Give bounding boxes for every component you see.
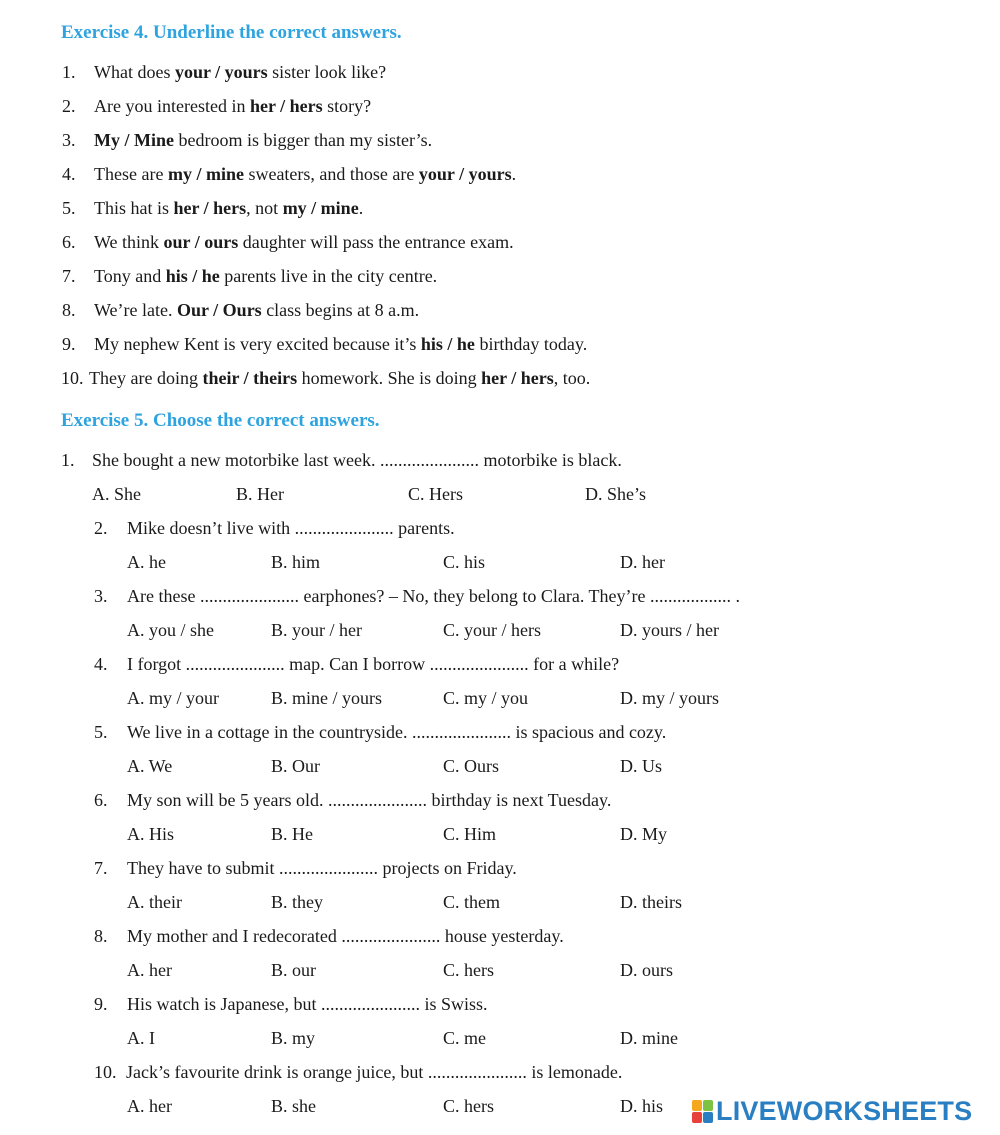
answer-choice[interactable]: her / hers xyxy=(249,96,323,116)
answer-option-b[interactable]: B. our xyxy=(271,960,316,980)
sentence-text: daughter will pass the entrance exam. xyxy=(238,232,514,252)
answer-option-c[interactable]: C. hers xyxy=(443,1096,494,1116)
sentence-text: We think xyxy=(94,232,164,252)
logo-icon xyxy=(692,1100,712,1122)
item-number: 8. xyxy=(62,300,76,320)
answer-option-b[interactable]: B. your / her xyxy=(271,620,362,640)
answer-option-a[interactable]: A. her xyxy=(127,1096,172,1116)
question-text: She bought a new motorbike last week. ...................... motorbike is black. xyxy=(92,450,622,470)
answer-option-b[interactable]: B. He xyxy=(271,824,313,844)
answer-option-b[interactable]: B. she xyxy=(271,1096,316,1116)
item-number: 3. xyxy=(62,130,76,150)
answer-choice[interactable]: your / yours xyxy=(418,164,512,184)
question-number: 5. xyxy=(94,722,108,742)
question-text: His watch is Japanese, but ...................... is Swiss. xyxy=(127,994,488,1014)
item-number: 6. xyxy=(62,232,76,252)
answer-option-a[interactable]: A. he xyxy=(127,552,166,572)
answer-option-a[interactable]: A. their xyxy=(127,892,182,912)
sentence-text: What does xyxy=(94,62,175,82)
sentence-text: sweaters, and those are xyxy=(243,164,419,184)
answer-option-c[interactable]: C. your / hers xyxy=(443,620,541,640)
answer-option-c[interactable]: C. my / you xyxy=(443,688,529,708)
sentence-text: , too. xyxy=(553,368,591,388)
question-text: I forgot ...................... map. Can I borrow ...................... for a while? xyxy=(127,654,620,674)
sentence-text: . xyxy=(358,198,364,218)
answer-option-b[interactable]: B. they xyxy=(271,892,323,912)
question-number: 10. xyxy=(94,1062,117,1082)
question-number: 4. xyxy=(94,654,108,674)
item-number: 4. xyxy=(62,164,76,184)
exercise-4-item xyxy=(62,163,516,185)
answer-choice[interactable]: My / Mine xyxy=(94,130,174,150)
sentence-text: parents live in the city centre. xyxy=(219,266,438,286)
answer-choice[interactable]: his / he xyxy=(165,266,220,286)
answer-option-b[interactable]: B. him xyxy=(271,552,321,572)
question-number: 9. xyxy=(94,994,108,1014)
sentence-text: class begins at 8 a.m. xyxy=(261,300,420,320)
exercise-5-question xyxy=(94,1061,622,1083)
answer-choice[interactable]: her / hers xyxy=(173,198,247,218)
item-number: 5. xyxy=(62,198,76,218)
exercise-5-question xyxy=(94,993,487,1015)
exercise-4-item xyxy=(62,333,587,355)
sentence-text: Are you interested in xyxy=(94,96,250,116)
item-number: 1. xyxy=(62,62,76,82)
item-number: 9. xyxy=(62,334,76,354)
sentence-text: story? xyxy=(322,96,372,116)
answer-option-a[interactable]: A. We xyxy=(127,756,173,776)
exercise-4-item xyxy=(62,61,386,83)
answer-option-d[interactable]: D. My xyxy=(620,824,668,844)
item-number: 7. xyxy=(62,266,76,286)
answer-choice[interactable]: their / theirs xyxy=(202,368,298,388)
question-text: We live in a cottage in the countryside. ...................... is spacious and cozy. xyxy=(127,722,667,742)
liveworksheets-logo xyxy=(692,1093,972,1129)
answer-option-d[interactable]: D. Us xyxy=(620,756,663,776)
sentence-text: Tony and xyxy=(94,266,166,286)
exercise-5-question xyxy=(94,517,455,539)
answer-option-d[interactable]: D. my / yours xyxy=(620,688,719,708)
question-text: My mother and I redecorated ...................... house yesterday. xyxy=(127,926,564,946)
answer-option-a[interactable]: A. her xyxy=(127,960,172,980)
answer-option-c[interactable]: C. them xyxy=(443,892,500,912)
exercise-5-question xyxy=(94,585,740,607)
question-text: Jack’s favourite drink is orange juice, but ...................... is lemonade. xyxy=(126,1062,623,1082)
answer-option-c[interactable]: C. Ours xyxy=(443,756,500,776)
answer-option-c[interactable]: C. his xyxy=(443,552,486,572)
answer-option-c[interactable]: C. Him xyxy=(443,824,497,844)
question-number: 7. xyxy=(94,858,108,878)
answer-option-a[interactable]: A. you / she xyxy=(127,620,214,640)
answer-option-a[interactable]: A. I xyxy=(127,1028,155,1048)
sentence-text: sister look like? xyxy=(267,62,387,82)
answer-choice[interactable]: my / mine xyxy=(282,198,359,218)
answer-choice[interactable]: your / yours xyxy=(174,62,268,82)
sentence-text: My nephew Kent is very excited because it’s xyxy=(94,334,421,354)
question-text: Are these ...................... earphones? – No, they belong to Clara. They’re .................. . xyxy=(127,586,741,606)
exercise-4-title: Exercise 4. Underline the correct answers. xyxy=(61,22,402,43)
exercise-4-item xyxy=(62,197,363,219)
sentence-text: , not xyxy=(246,198,283,218)
answer-option-c[interactable]: C. Hers xyxy=(408,484,463,504)
answer-option-b[interactable]: B. mine / yours xyxy=(271,688,382,708)
answer-choice[interactable]: our / ours xyxy=(163,232,239,252)
question-text: My son will be 5 years old. ...................... birthday is next Tuesday. xyxy=(127,790,612,810)
question-number: 1. xyxy=(61,450,75,470)
question-number: 3. xyxy=(94,586,108,606)
exercise-4-item xyxy=(62,231,514,253)
answer-option-d[interactable]: D. theirs xyxy=(620,892,682,912)
exercise-4-item xyxy=(62,299,419,321)
exercise-4-item xyxy=(62,129,432,151)
exercise-5-question xyxy=(94,653,619,675)
exercise-4-item xyxy=(62,95,371,117)
sentence-text: bedroom is bigger than my sister’s. xyxy=(173,130,433,150)
answer-option-c[interactable]: C. me xyxy=(443,1028,486,1048)
answer-option-d[interactable]: D. her xyxy=(620,552,665,572)
item-number: 2. xyxy=(62,96,76,116)
exercise-5-question xyxy=(61,449,622,471)
answer-option-a[interactable]: A. She xyxy=(92,484,141,504)
sentence-text: . xyxy=(511,164,517,184)
question-number: 2. xyxy=(94,518,108,538)
sentence-text: These are xyxy=(94,164,168,184)
exercise-5-question xyxy=(94,789,611,811)
exercise-4-item xyxy=(62,265,437,287)
answer-choice[interactable]: her / hers xyxy=(481,368,554,388)
answer-option-d[interactable]: D. She’s xyxy=(585,484,647,504)
question-number: 6. xyxy=(94,790,108,810)
answer-option-d[interactable]: D. ours xyxy=(620,960,673,980)
exercise-5-question xyxy=(94,721,666,743)
item-number: 10. xyxy=(61,368,84,388)
answer-option-d[interactable]: D. yours / her xyxy=(620,620,719,640)
exercise-5-question xyxy=(94,857,517,879)
answer-choice[interactable]: my / mine xyxy=(167,164,244,184)
logo-text: LIVEWORKSHEETS xyxy=(716,1095,973,1126)
question-text: Mike doesn’t live with ...................... parents. xyxy=(127,518,455,538)
answer-option-d[interactable]: D. mine xyxy=(620,1028,678,1048)
sentence-text: They are doing xyxy=(89,368,203,388)
exercise-4-item xyxy=(61,367,590,389)
exercise-5-question xyxy=(94,925,564,947)
answer-choice[interactable]: his / he xyxy=(420,334,475,354)
answer-option-d[interactable]: D. his xyxy=(620,1096,664,1116)
sentence-text: homework. She is doing xyxy=(297,368,482,388)
sentence-text: This hat is xyxy=(94,198,174,218)
answer-option-a[interactable]: A. my / your xyxy=(127,688,219,708)
question-text: They have to submit ...................... projects on Friday. xyxy=(127,858,517,878)
sentence-text: We’re late. xyxy=(94,300,177,320)
answer-option-b[interactable]: B. Our xyxy=(271,756,320,776)
sentence-text: birthday today. xyxy=(474,334,588,354)
exercise-5-title: Exercise 5. Choose the correct answers. xyxy=(61,410,380,431)
answer-option-a[interactable]: A. His xyxy=(127,824,175,844)
answer-option-b[interactable]: B. Her xyxy=(236,484,284,504)
answer-option-b[interactable]: B. my xyxy=(271,1028,316,1048)
answer-choice[interactable]: Our / Ours xyxy=(177,300,262,320)
question-number: 8. xyxy=(94,926,108,946)
answer-option-c[interactable]: C. hers xyxy=(443,960,494,980)
